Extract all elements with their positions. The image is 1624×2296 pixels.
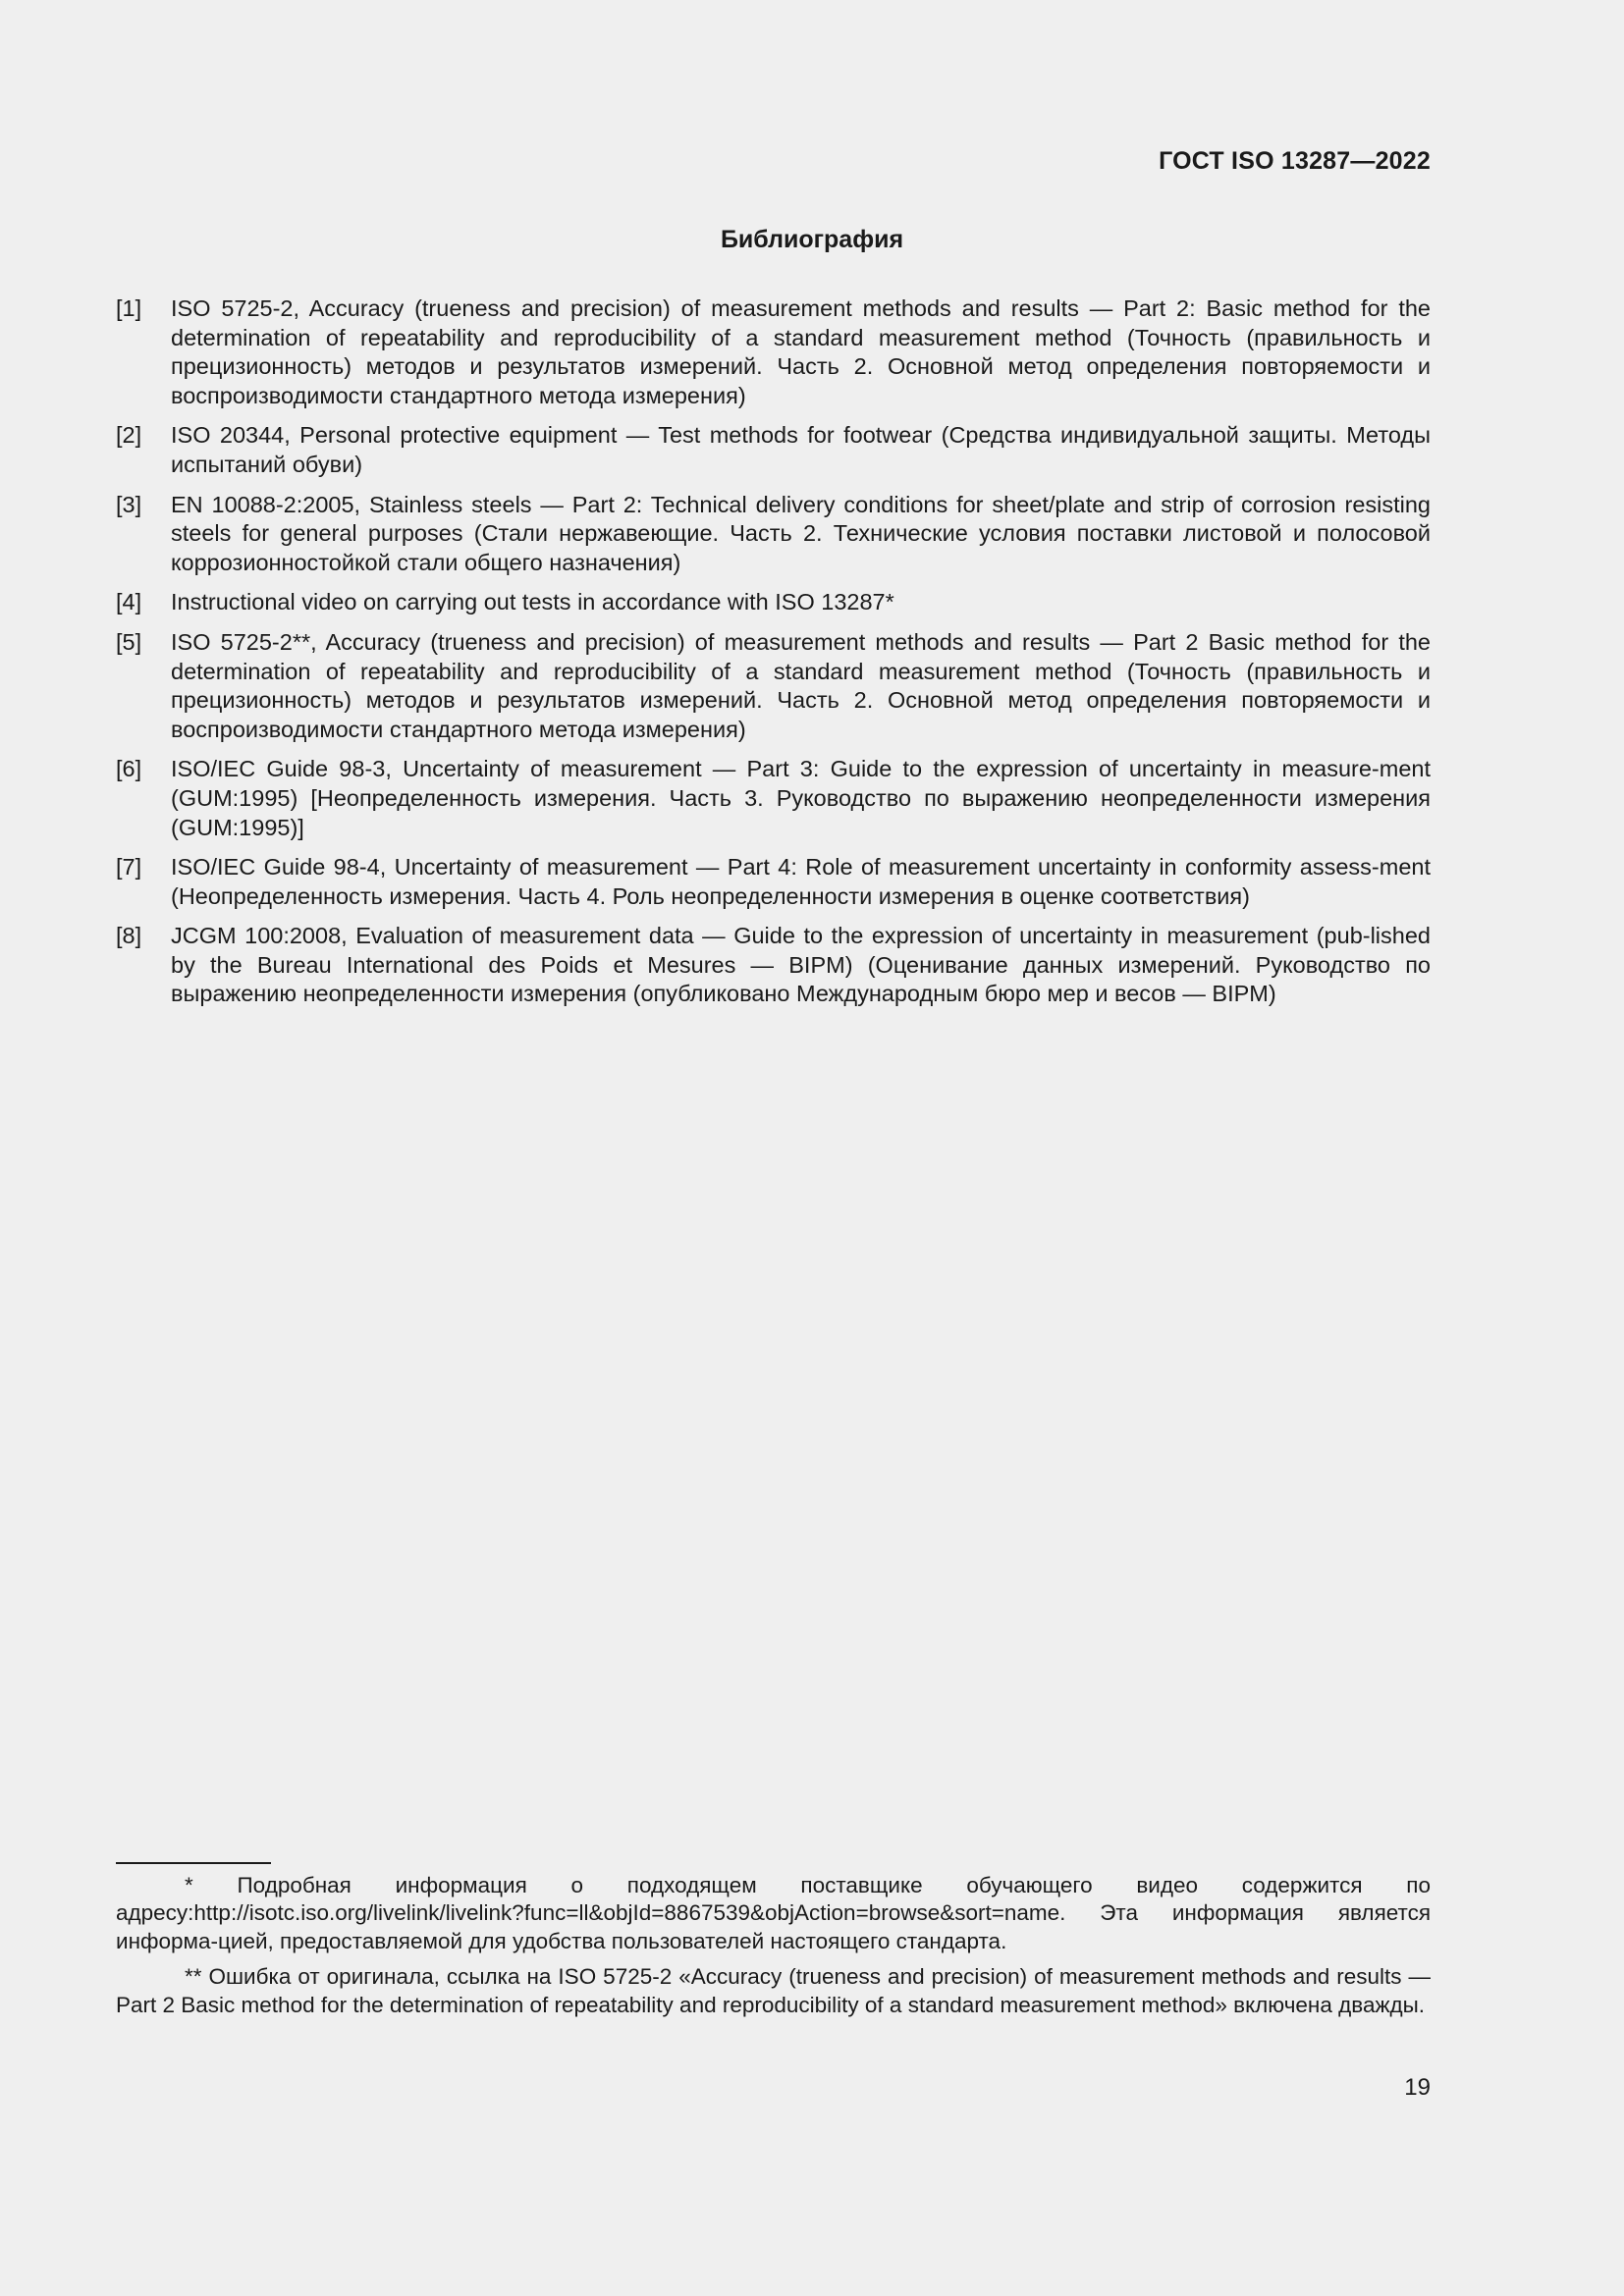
bibliography-item-text: ISO 5725-2, Accuracy (trueness and precision) of measurement methods and results — Part 2: Basic method for the determination of repeatability and reproducibility of a standard measurement method (Точность (правильность и прецизионность) методов и результатов измерений. Часть 2. Основной метод определения повторяемости и воспроизводимости стандартного метода измерения): [171, 295, 1431, 408]
bibliography-item: [116, 628, 1431, 744]
bibliography-item-number: [2]: [116, 422, 142, 449]
footnote-divider: [116, 1862, 271, 1864]
bibliography-item-number: [5]: [116, 628, 142, 655]
footnotes: [116, 1872, 1431, 2027]
bibliography-item-text: ISO/IEC Guide 98-3, Uncertainty of measurement — Part 3: Guide to the expression of uncertainty in measure-ment (GUM:1995) [Неопределенность измерения. Часть 3. Руководство по выражению неопределенности измерения (GUM:1995)]: [171, 756, 1431, 840]
footnote: ** Ошибка от оригинала, ссылка на ISO 5725-2 «Accuracy (trueness and precision) of measurement methods and results — Part 2 Basic method for the determination of repeatability and reproducibility of a standard measurement method» включена дважды.: [116, 1964, 1431, 2017]
section-title: Библиография: [720, 226, 904, 253]
bibliography-item: [116, 294, 1431, 410]
bibliography-item-number: [7]: [116, 854, 142, 881]
bibliography-item-number: [8]: [116, 923, 142, 949]
bibliography-item-number: [3]: [116, 491, 142, 517]
bibliography-item: [116, 491, 1431, 578]
bibliography-list: [116, 294, 1431, 1020]
document-id-header: ГОСТ ISO 13287—2022: [1159, 147, 1431, 175]
bibliography-item-number: [6]: [116, 756, 142, 782]
footnote: * Подробная информация о подходящем поставщике обучающего видео содержится по адресу:http://isotc.iso.org/livelink/livelink?func=ll&objId=8867539&objAction=browse&sort=name. Эта информация является информа-цией, предоставляемой для удобства пользователей настоящего стандарта.: [116, 1873, 1431, 1953]
bibliography-item-number: [4]: [116, 589, 142, 615]
bibliography-item: [116, 755, 1431, 842]
bibliography-item-text: ISO 5725-2**, Accuracy (trueness and precision) of measurement methods and results — Part 2 Basic method for the determination of repeatability and reproducibility of a standard measurement method (Точность (правильность и прецизионность) методов и результатов измерений. Часть 2. Основной метод определения повторяемости и воспроизводимости стандартного метода измерения): [171, 628, 1431, 742]
bibliography-item-text: EN 10088-2:2005, Stainless steels — Part 2: Technical delivery conditions for sheet/plate and strip of corrosion resisting steels for general purposes (Стали нержавеющие. Часть 2. Технические условия поставки листовой и полосовой коррозионностойкой стали общего назначения): [171, 491, 1431, 575]
bibliography-item-text: ISO 20344, Personal protective equipment — Test methods for footwear (Средства индивидуальной защиты. Методы испытаний обуви): [171, 422, 1431, 477]
bibliography-item: [116, 588, 1431, 617]
bibliography-item: [116, 421, 1431, 479]
bibliography-item-number: [1]: [116, 295, 142, 321]
bibliography-item-text: JCGM 100:2008, Evaluation of measurement data — Guide to the expression of uncertainty in measurement (pub-lished by the Bureau International des Poids et Mesures — BIPM) (Оценивание данных измерений. Руководство по выражению неопределенности измерения (опубликовано Международным бюро мер и весов — BIPM): [171, 923, 1431, 1007]
bibliography-item-text: ISO/IEC Guide 98-4, Uncertainty of measurement — Part 4: Role of measurement uncertainty in conformity assess-ment (Неопределенность измерения. Часть 4. Роль неопределенности измерения в оценке соответствия): [171, 854, 1431, 909]
bibliography-item-text: Instructional video on carrying out tests in accordance with ISO 13287*: [171, 589, 894, 615]
bibliography-item: [116, 922, 1431, 1009]
page-number: 19: [1404, 2074, 1431, 2101]
bibliography-item: [116, 853, 1431, 911]
